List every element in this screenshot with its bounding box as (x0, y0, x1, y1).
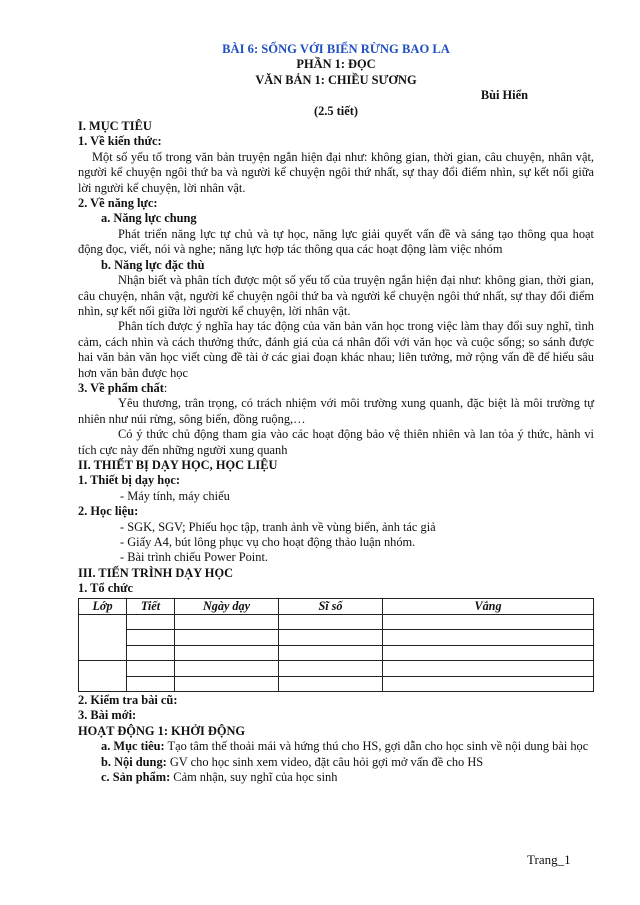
document-page (78, 42, 594, 785)
table-header-row (79, 598, 594, 614)
quality-paragraph-1: Yêu thương, trân trọng, có trách nhiệm với môi trường xung quanh, đặc biệt là môi trường tự nhiên như núi rừng, sông biển, đồng ruộng,… (78, 396, 594, 426)
table-cell (79, 661, 127, 692)
equipment-item: - Máy tính, máy chiếu (120, 488, 230, 503)
materials-heading: 2. Học liệu: (78, 504, 139, 519)
specific-competence-paragraph-1: Nhận biết và phân tích được một số yếu tố của truyện ngắn hiện đại như: không gian, thời gian, câu chuyện, nhân vật, người kể chuyện ngôi thứ ba và người kể chuyện ngôi thứ nhất, sự thay đổi điểm nhìn, sự kết nối giữa lời người kể chuyện, lời nhân vật. (78, 273, 594, 318)
table-cell (175, 645, 279, 660)
table-cell (175, 676, 279, 691)
lesson-title: BÀI 6: SỐNG VỚI BIỂN RỪNG BAO LA (222, 42, 450, 56)
content-paragraph (78, 755, 594, 770)
product-label: c. Sản phẩm: (101, 770, 171, 785)
table-cell (279, 676, 383, 691)
col-date: Ngày dạy (175, 598, 279, 614)
table-row (79, 661, 594, 676)
quality-paragraph-2: Có ý thức chủ động tham gia vào các hoạt động bảo vệ thiên nhiên và lan tỏa ý thức, hành vi tích cực này đến những người xung quanh (78, 427, 594, 457)
old-lesson-check-heading: 2. Kiểm tra bài cũ: (78, 692, 178, 707)
attendance-table (78, 598, 594, 692)
section-process-heading: III. TIẾN TRÌNH DẠY HỌC (78, 565, 234, 580)
table-cell (383, 645, 594, 660)
periods: (2.5 tiết) (313, 103, 359, 118)
col-period: Tiết (127, 598, 175, 614)
competence-heading: 2. Về năng lực: (78, 196, 158, 211)
table-cell (79, 615, 127, 661)
table-cell (127, 676, 175, 691)
specific-competence-paragraph-2: Phân tích được ý nghĩa hay tác động của văn bản văn học trong việc làm thay đổi suy nghĩ, tình cảm, cách nhìn và cách thưởng thức, đánh giá của cá nhân đối với văn học và cuộc sống; so sánh được hai văn bản văn học viết cùng đề tài ở các giai đoạn khác nhau; liên tưởng, mở rộng vấn đề để hiểu sâu hơn văn bản được học (78, 319, 594, 380)
quality-heading: 3. Về phẩm chất (78, 380, 164, 395)
activity-heading: HOẠT ĐỘNG 1: KHỞI ĐỘNG (78, 723, 246, 738)
table-row (79, 645, 594, 660)
new-lesson-heading: 3. Bài mới: (78, 708, 137, 723)
materials-item: - Bài trình chiếu Power Point. (120, 550, 268, 565)
table-cell (279, 615, 383, 630)
knowledge-paragraph: Một số yếu tố trong văn bản truyện ngắn hiện đại như: không gian, thời gian, câu chuyện, nhân vật, người kể chuyện ngôi thứ ba và người kể chuyện ngôi thứ nhất, sự thay đổi điểm nhìn, sự kết nối giữa lời người kể chuyện, lời nhân vật. (78, 149, 594, 195)
table-cell (175, 630, 279, 645)
table-cell (127, 645, 175, 660)
content-label: b. Nội dung: (101, 754, 167, 769)
table-cell (279, 661, 383, 676)
goal-paragraph (78, 739, 594, 754)
table-cell (175, 661, 279, 676)
table-cell (127, 615, 175, 630)
table-cell (175, 615, 279, 630)
author-name: Bùi Hiển (480, 88, 528, 103)
table-cell (127, 661, 175, 676)
knowledge-heading: 1. Về kiến thức: (78, 134, 162, 149)
table-cell (279, 630, 383, 645)
table-row (79, 630, 594, 645)
section-objectives-heading: I. MỤC TIÊU (78, 119, 152, 134)
quality-colon: : (163, 380, 168, 395)
table-cell (279, 645, 383, 660)
part-title: PHẦN 1: ĐỌC (296, 57, 376, 72)
col-class: Lớp (79, 598, 127, 614)
table-cell (127, 630, 175, 645)
general-competence-heading: a. Năng lực chung (101, 211, 197, 226)
table-row (79, 676, 594, 691)
col-absent: Vắng (383, 598, 594, 614)
section-equipment-heading: II. THIẾT BỊ DẠY HỌC, HỌC LIỆU (78, 457, 278, 472)
equipment-heading: 1. Thiết bị dạy học: (78, 473, 181, 488)
table-cell (383, 676, 594, 691)
goal-label: a. Mục tiêu: (101, 739, 165, 754)
product-text: Cảm nhận, suy nghĩ của học sinh (170, 770, 338, 785)
materials-item: - SGK, SGV; Phiếu học tập, tranh ảnh về vùng biển, ảnh tác giả (120, 519, 436, 534)
product-paragraph (78, 770, 594, 785)
page-number: Trang_1 (527, 852, 571, 867)
organize-heading: 1. Tổ chức (78, 581, 134, 596)
table-cell (383, 630, 594, 645)
text-title: VĂN BẢN 1: CHIỀU SƯƠNG (255, 72, 417, 87)
table-cell (383, 615, 594, 630)
quality-heading-line (78, 381, 594, 396)
specific-competence-heading: b. Năng lực đặc thù (101, 257, 205, 272)
content-text: GV cho học sinh xem video, đặt câu hỏi gợi mở vấn đề cho HS (166, 754, 484, 769)
col-size: Sĩ số (279, 598, 383, 614)
general-competence-paragraph: Phát triển năng lực tự chủ và tự học, năng lực giải quyết vấn đề và sáng tạo thông qua hoạt động đọc, viết, nói và nghe; năng lực hợp tác thông qua các hoạt động làm việc nhóm (78, 226, 594, 257)
goal-text: Tạo tâm thế thoải mái và hứng thú cho HS, gợi dẫn cho học sinh về nội dung bài học (164, 739, 589, 754)
table-row (79, 615, 594, 630)
table-cell (383, 661, 594, 676)
materials-item: - Giấy A4, bút lông phục vụ cho hoạt động thảo luận nhóm. (120, 535, 416, 549)
